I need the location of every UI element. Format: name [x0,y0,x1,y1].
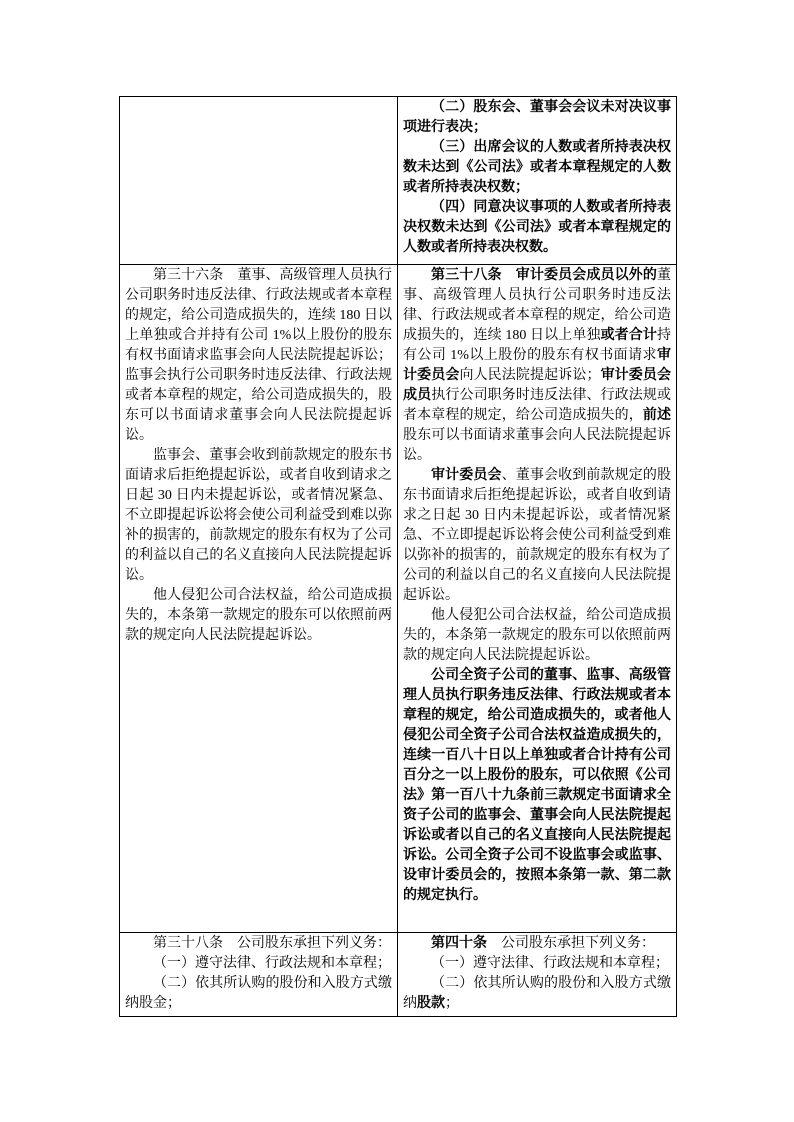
revised-text-run: 第三十八条 审计委员会成员以外的 [431,268,657,283]
text-run: 他人侵犯公司合法权益，给公司造成损失的，本条第一款规定的股东可以依照前两款的规定向人民法院提起诉讼。 [125,588,392,643]
original-clause-cell [120,97,398,265]
revised-text-run: 股款 [417,996,445,1011]
paragraph [125,934,392,954]
original-clause-cell [120,265,398,933]
paragraph [403,138,671,198]
paragraph [403,198,671,258]
text-run: 执行公司职务时违反法律、行政法规或者本章程的规定，给公司造成损失的， [403,388,672,423]
paragraph [403,466,671,606]
text-run: 监事会、董事会收到前款规定的股东书面请求后拒绝提起诉讼，或者自收到请求之日起 30 日内未提起诉讼，或者情况紧急、不立即提起诉讼将会使公司利益受到难以弥补的损害的，前款规定的股东有权为了公司的利益以自己的名义直接向人民法院提起诉讼。 [125,448,392,583]
paragraph [125,266,392,446]
text-run: 第三十八条 公司股东承担下列义务： [153,936,391,951]
text-run: （二）依其所认购的股份和入股方式缴纳股金； [125,976,392,1011]
revised-clause-cell [398,97,677,265]
revised-text-run: （二）股东会、董事会会议未对决议事项进行表决； [403,100,671,135]
revised-text-run: （四）同意决议事项的人数或者所持表决权数未达到《公司法》或者本章程规定的人数或者所持表决权数。 [403,200,671,255]
revised-text-run: （三）出席会议的人数或者所持表决权数未达到《公司法》或者本章程规定的人数或者所持表决权数； [403,140,671,195]
revised-text-run: 前述 [642,408,672,423]
revised-text-run: 审计委员会 [431,468,502,483]
revised-text-run: 审计委员会成员 [403,368,672,403]
table-row [120,933,677,1017]
paragraph [403,954,671,974]
paragraph [403,98,671,138]
original-clause-cell [120,933,398,1017]
text-run: 公司股东承担下列义务： [487,936,655,951]
text-run: 向人民法院提起诉讼； [459,368,601,383]
paragraph [125,974,392,1014]
text-run: ； [445,996,459,1011]
paragraph [403,974,671,1014]
text-run: 他人侵犯公司合法权益，给公司造成损失的，本条第一款规定的股东可以依照前两款的规定向人民法院提起诉讼。 [403,608,671,663]
paragraph [125,586,392,646]
text-run: （一）遵守法律、行政法规和本章程； [431,956,669,971]
text-run: 股东可以书面请求董事会向人民法院提起诉讼。 [403,428,671,463]
revised-clause-cell [398,933,677,1017]
text-run: 持有公司 1%以上股份的股东有权书面请求 [403,328,672,363]
table-row [120,265,677,933]
paragraph [125,446,392,586]
paragraph [403,606,671,666]
text-run: 第三十六条 董事、高级管理人员执行公司职务时违反法律、行政法规或者本章程的规定，给公司造成损失的，连续 180 日以上单独或合并持有公司 1%以上股份的股东有权书面请求监事会向人民法院提起诉讼；监事会执行公司职务时违反法律、行政法规或者本章程的规定，给公司造成损失的，股东可以书面请求董事会向人民法院提起诉讼。 [125,268,392,443]
revised-text-run: 第四十条 [431,936,487,951]
text-run: （二）依其所认购的股份和入股方式缴纳 [403,976,671,1011]
revised-clause-cell [398,265,677,933]
paragraph [403,934,671,954]
text-run: 、董事会收到前款规定的股东书面请求后拒绝提起诉讼，或者自收到请求之日起 30 日内未提起诉讼，或者情况紧急、不立即提起诉讼将会使公司利益受到难以弥补的损害的，前款规定的股东有权为了公司的利益以自己的名义直接向人民法院提起诉讼。 [403,468,671,603]
paragraph [403,666,671,906]
revised-text-run: 审计委员会 [403,348,671,383]
revised-text-run: 或者合计 [600,328,658,343]
clause-comparison-table [119,96,677,1017]
text-run: 董事、高级管理人员执行公司职务时违反法律、行政法规或者本章程的规定，给公司造成损失的，连续 180 日以上单独 [403,268,671,343]
paragraph [125,954,392,974]
paragraph [403,266,671,466]
revised-text-run: 公司全资子公司的董事、监事、高级管理人员执行职务违反法律、行政法规或者本章程的规定，给公司造成损失的，或者他人侵犯公司全资子公司合法权益造成损失的，连续一百八十日以上单独或者合计持有公司百分之一以上股份的股东，可以依照《公司法》第一百八十九条前三款规定书面请求全资子公司的监事会、董事会向人民法院提起诉讼或者以自己的名义直接向人民法院提起诉讼。公司全资子公司不设监事会或监事、设审计委员会的，按照本条第一款、第二款的规定执行。 [403,668,671,903]
text-run: （一）遵守法律、行政法规和本章程； [153,956,391,971]
table-row [120,97,677,265]
